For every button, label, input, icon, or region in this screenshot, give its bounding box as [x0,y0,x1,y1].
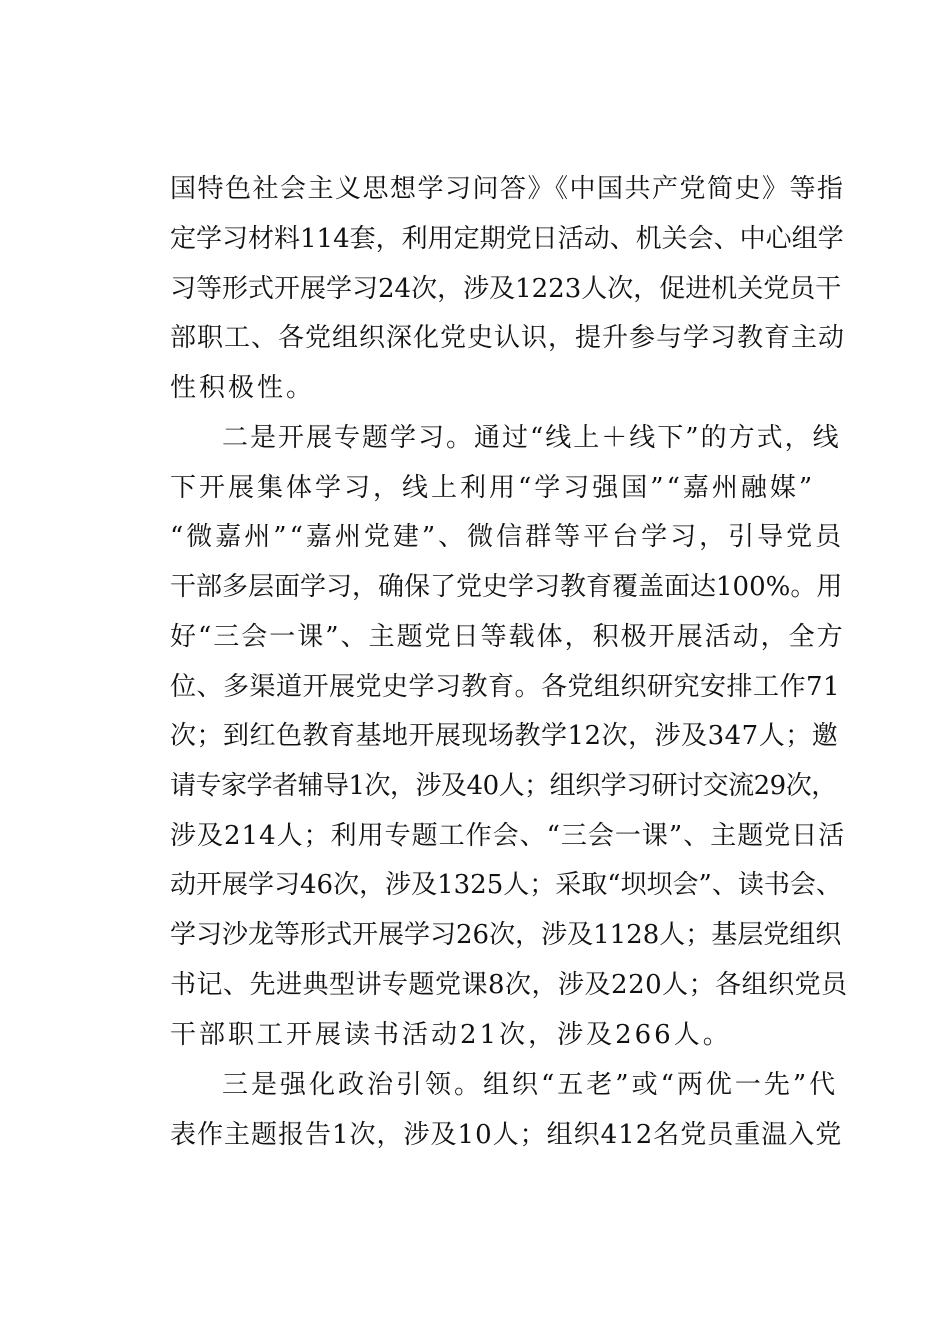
text-line: 次；到红色教育基地开展现场教学12次，涉及347人；邀 [170,721,839,751]
text-line: 性积极性。 [170,373,316,403]
paragraph-start-line: 三是强化政治引领。组织“五老”或“两优一先”代 [222,1070,839,1100]
paragraph-start-line: 二是开展专题学习。通过“线上＋线下”的方式，线 [222,423,841,453]
text-line: 书记、先进典型讲专题党课8次，涉及220人；各组织党员 [170,970,848,1000]
text-line: 国特色社会主义思想学习问答》《中国共产党简史》等指 [170,174,845,204]
text-line: 好“三会一课”、主题党日等载体，积极开展活动，全方 [170,622,845,652]
text-line: 部职工、各党组织深化党史认识，提升参与学习教育主动 [170,323,846,353]
text-line: 学习沙龙等形式开展学习26次，涉及1128人；基层党组织 [170,920,842,950]
text-line: 位、多渠道开展党史学习教育。各党组织研究安排工作71 [170,672,841,702]
text-line: 定学习材料114套，利用定期党日活动、机关会、中心组学 [170,224,844,254]
text-line: 表作主题报告1次，涉及10人；组织412名党员重温入党 [170,1120,843,1150]
text-line: 涉及214人；利用专题工作会、“三会一课”、主题党日活 [170,821,846,851]
text-line: 干部多层面学习，确保了党史学习教育覆盖面达100%。用 [170,572,843,602]
text-line: 动开展学习46次，涉及1325人；采取“坝坝会”、读书会、 [170,870,842,900]
text-line: 下开展集体学习，线上利用“学习强国”“嘉州融媒” [170,473,816,503]
text-line: “微嘉州”“嘉州党建”、微信群等平台学习，引导党员 [170,522,845,552]
text-line: 请专家学者辅导1次，涉及40人；组织学习研讨交流29次， [170,771,837,801]
text-line: 习等形式开展学习24次，涉及1223人次，促进机关党员干 [170,274,842,304]
text-line: 干部职工开展读书活动21次，涉及266人。 [170,1020,732,1050]
